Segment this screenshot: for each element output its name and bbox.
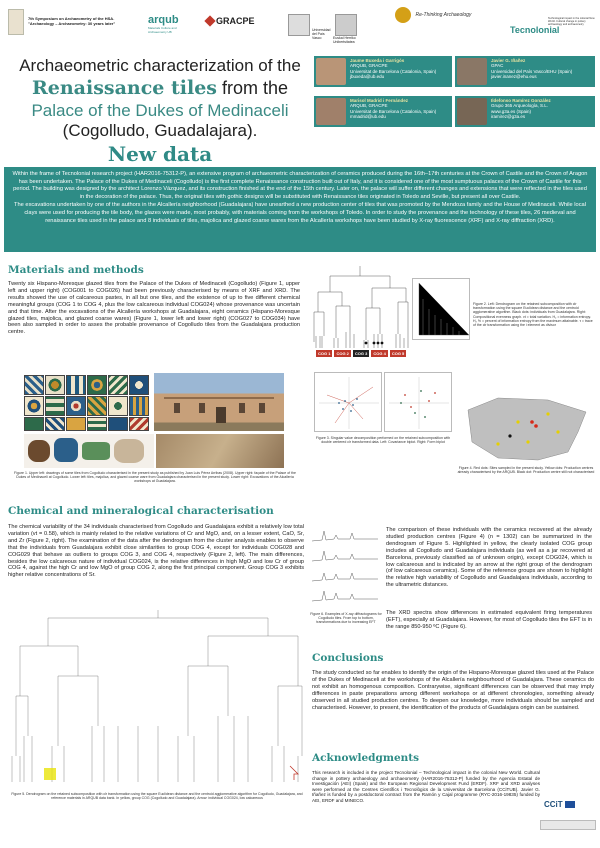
tile-drawing	[66, 375, 86, 395]
author-photo	[457, 98, 487, 125]
author-card	[455, 96, 595, 127]
symposium-text	[28, 16, 138, 26]
palace-facade-photo	[154, 373, 284, 431]
cog-label: COG 1	[318, 351, 331, 356]
author-email: mmadrid@ub.edu	[350, 113, 386, 119]
ehu-name: Euskal Herriko Unibertsitatea	[333, 36, 356, 44]
tile-drawing	[129, 396, 149, 416]
tile-drawing	[66, 417, 86, 431]
acknowledgments-heading: Acknowledgments	[312, 752, 420, 764]
tile-drawing	[108, 417, 128, 431]
chemical-heading: Chemical and mineralogical characterisation	[8, 505, 274, 517]
intro-paragraph: The excavations undertaken by one of the authors in the Alcallería neighborhood (Guadalajara) have unearthed a new production center of tiles that was promoted by the Mendoza family and the House of Medinaceli. While local clays were used for producing the tile body, the glazes were made, most probably, with materials coming from the workshops of Toledo. In order to study the provenance and the technology of these tiles, 26 medieval and renaissance tiles used in the palace and 8 individuals of tiles, majolica and glazed coarse wares from the Alcallería workshops have been studied by X-ray fluorescence (XRF) and X-ray diffraction (XRD).	[14, 202, 586, 224]
rethinking-text: Re-Thinking Archaeology	[415, 11, 472, 18]
title-renaissance: Renaissance tiles	[31, 77, 217, 99]
author-photo	[316, 98, 346, 125]
tecnolonial-wordmark: Tecnolonial	[510, 25, 560, 35]
xrd-text: The XRD spectra show differences in estimated equivalent firing temperatures (EFT), especially at Guadalajara. However, for most of Cogolludo tiles the EFT is in the range 850-950 ºC (Figure 6).	[386, 610, 592, 630]
author-line: Universidad del País Vasco/EHU (Spain)	[491, 68, 573, 74]
tile-drawing	[108, 396, 128, 416]
ehu-logo	[335, 14, 357, 36]
author-email: iramirez@g3a.es	[491, 113, 526, 119]
tile-drawing	[87, 417, 107, 431]
cog-label: COG 5	[391, 351, 405, 356]
eu-flag-icon	[565, 801, 575, 808]
rethinking-logo	[395, 6, 475, 40]
rethinking-icon	[395, 7, 411, 23]
intro-box	[4, 167, 596, 252]
title-line4: (Cogolludo, Guadalajara).	[62, 121, 258, 140]
arqub-logo	[148, 14, 194, 34]
tile-drawing	[87, 396, 107, 416]
methods-heading: Materials and methods	[8, 264, 144, 276]
gracpe-wordmark: GRACPE	[216, 16, 255, 26]
title-line2	[10, 77, 310, 99]
ccit-logo	[544, 800, 575, 809]
author-line: Grupo 365 Arqueología, S.L.	[491, 103, 549, 109]
upv-logo	[288, 14, 310, 36]
author-line: GPAC	[491, 63, 504, 69]
upv-text	[312, 28, 332, 40]
arqub-subtitle: Materials Culture and Archaeometry UB	[148, 26, 177, 34]
author-name: Ildefonso Ramírez González	[491, 98, 551, 103]
tile-drawing	[66, 396, 86, 416]
figure-2-caption: Figure 2. Left: Dendrogram on the retained subcomposition with clr transformation using the square Euclidean distance and the centroid agglomerative algorithm. Black dots: individuals from Guadalajara. Right: Compositional evenness graph. vt = total variation. H₂ = information entropy. H₂ % = percent of information entropy from the maximum attainable. τ = trace of the clr transformation using the i element as divisor	[473, 302, 593, 328]
figure-6-xrd	[310, 527, 380, 613]
title-from-the: from the	[216, 78, 289, 98]
tile-drawing	[45, 375, 65, 395]
tile-drawing	[108, 375, 128, 395]
arrow-icon	[290, 766, 298, 780]
symposium-line2: "Archaeology – Archaeometry: 30 years later"	[28, 21, 116, 26]
tile-drawing	[45, 396, 65, 416]
author-email: jbuxeda@ub.edu	[350, 73, 385, 79]
tile-drawing	[24, 417, 44, 431]
author-email: javier.inanez@ehu.eus	[491, 73, 537, 79]
tile-drawing	[24, 396, 44, 416]
conclusions-heading: Conclusions	[312, 652, 384, 664]
figure-3-biplot-right	[384, 372, 452, 432]
figure-4-caption: Figure 4. Red dots: Sites sampled in the present study. Yellow dots: Production centres already characterised by the ARQUB. Black dot: Production centre still not characterised	[457, 466, 595, 475]
author-card	[314, 96, 452, 127]
iberia-map-svg	[458, 392, 596, 464]
intro-paragraph: Within the frame of Tecnolonial research project (HAR2016-75312-P), an extensive program of archaeometric characterization of ceramics produced during the 16th–17th centuries at the Crown of Castile and the Crown of Aragon has been undertaken. The Palace of the Dukes of Medinaceli (Cogolludo) is the first complete Renaissance construction built out of Italy, and it is considered one of the most sumptuous palaces of the Crown of Castile for this period. The building was designed by the architect Lorenzo Vázquez, and its construction finished at the end of the 15th century. Later on, the palace will suffer different changes and extensions that were reflected in the tiles used in the decoration of the palace. Thus, the original tiles with gothic designs will be substituted with Renaissance tiles originated in Toledo and Seville, but present all over Castile.	[12, 171, 588, 200]
guadalajara-sherds-photo	[24, 434, 154, 468]
cog-label: COG 2	[336, 351, 349, 356]
guadalajara-dots	[365, 342, 384, 345]
tile-drawing	[87, 375, 107, 395]
gracpe-logo	[206, 16, 255, 26]
ccit-wordmark: CCiT	[544, 800, 563, 809]
tile-drawing	[45, 417, 65, 431]
figure-5-caption: Figure 5. Dendrogram on the retained subcomposition with clr transformation using the square Euclidean distance and the centroid agglomerative algorithm for Cogolludo, Guadalajara, and reference materials in ARQUB data bank. In yellow, group COG (Cogolludo and Guadalajara). Arrow: individual COG024, low calcareous	[11, 792, 303, 801]
excavation-photo	[156, 434, 284, 468]
figure-4-map	[458, 392, 596, 464]
tecnolonial-subtitle: Technological impact in the colonial New World. Cultural change in pottery archaeology and archaeometry	[548, 17, 595, 27]
author-card	[314, 56, 452, 87]
tile-drawing	[129, 375, 149, 395]
tile-drawing	[24, 375, 44, 395]
title-new-data: New data	[107, 142, 213, 166]
figure-5-dendrogram	[8, 606, 304, 790]
figure-6-caption: Figure 6. Examples of X-ray diffractograms for Cogolludo tiles. From top to bottom, transformations due to increasing EFT	[310, 612, 382, 625]
figure-3-caption: Figure 3. Singular value decomposition performed on the retained subcomposition with double centered clr transformed data. Left: Covariance biplot. Right: Form biplot	[315, 436, 451, 445]
upv-name: Universidad del País Vasco	[312, 28, 331, 40]
author-line: ARQUB, GRACPE	[350, 103, 388, 109]
cog-label: COG 3	[354, 351, 368, 356]
author-line: Universitat de Barcelona (Catalonia, Spain)	[350, 108, 437, 114]
figure-3-biplot-left	[314, 372, 382, 432]
title-line1: Archaeometric characterization of the	[19, 56, 301, 75]
figure-2-evenness	[412, 278, 470, 340]
ehu-text	[333, 36, 373, 44]
header-bar	[0, 0, 600, 46]
author-photo	[316, 58, 346, 85]
author-card	[455, 56, 595, 87]
author-name: Marisol Madrid i Fernández	[350, 98, 409, 103]
gracpe-icon	[204, 15, 215, 26]
symposium-line1: 7th Symposium on Archaeometry of the HSA.	[28, 16, 115, 21]
cog-group-labels	[316, 350, 408, 357]
figure-1-caption: Figure 1. Upper left: drawings of some tiles from Cogolludo characterised in the present study as published by Juan Luis Pérez Arribas (2008). Upper right: façade of the Palace of the Dukes of Medinaceli at Cogolludo. Lower left: tiles, majolica, and glazed coarse ware from Guadalajara characterised in the present study. Lower right: Excavations of the Alcallería workshops at Guadalajara.	[14, 471, 296, 484]
methods-text: Twenty six Hispano-Moresque glazed tiles from the Palace of the Dukes of Medinaceli (Cogolludo) (Figure 1, upper left and upper right) (COG001 to COG026) had been previously characterised by means of XRF and XRD. The results showed the use of calcareous pastes, in all but one tiles, and the existence of up to five different chemical meaningful groups (COG 1 to COG 4, plus the low calcareous individual COG024) whose provenance was uncertain and that time. After the excavations of the Alcallería workshops at Guadalajara, eight ceramics (Hispano-Moresque glazed tiles, majolica, and glazed coarse wares) (Figure 1, lower left and lower right) (COG027 to COG034) have been also sampled in order to asses the probable provenance of Cogolludo tiles from the Guadalajara production centre.	[8, 281, 300, 336]
cog-label: COG 4	[373, 351, 386, 356]
acknowledgments-text: This research is included in the project Tecnolonial – Technological impact in the colonial New World. Cultural change in pottery archaeology and archaeometry (HAR2016-75312-P) funded by the Agencia Estatal de Investigación (AEI) (Spain) and the European Regional Development Fund (ERDF). XRF and XRD analyses were performed at the Centres Científics i Tecnològics de la Universitat de Barcelona (CCiTUB). Javier G. Iñañez is funded by a postdoctoral contract from the Ramón y Cajal programme (RYC-2016-19835) funded by AEI, ERDF and MINECO.	[312, 770, 540, 803]
author-name: Jaume Buxeda i Garrigós	[350, 58, 405, 63]
author-line: ARQUB, GRACPE	[350, 63, 388, 69]
author-line: www.g3a.es (Spain)	[491, 108, 532, 114]
dendrogram-svg	[310, 262, 410, 360]
author-line: Universitat de Barcelona (Catalonia, Spain)	[350, 68, 437, 74]
arqub-wordmark: arqub	[148, 14, 179, 26]
figure-2-dendrogram	[310, 262, 410, 360]
chemical-text: The chemical variability of the 34 individuals characterised from Cogolludo and Guadalajara exhibit a relatively low total variation (vt = 0.58), which is mainly related to the relative variations of Cr and MgO, and, on a lesser extent, CaO, Sr, and Zr (Figure 2, right). The examination of the data after the dendrogram from the cluster analysis enables to observe that the individuals from Guadalajara exhibit close similarities to group COG 4, except for individuals COG028 and COG029 that behave as outliers to groups COG 3, and COG 4, respectively (Figure 2, left). The main differences, besides the low calcareous nature of individual COG024, is the relative differences in high MgO and low Cr of group COG 4, against the high Cr and low MgO of group COG 2, along the first principal component. Group COG 3 exhibits higher relative concentrations of Sr.	[8, 524, 304, 579]
author-name: Javier G. Iñañez	[491, 58, 526, 63]
title-line3: Palace of the Dukes of Medinaceli	[31, 101, 289, 120]
author-photo	[457, 58, 487, 85]
tile-drawing	[129, 417, 149, 431]
conclusions-text: The study conducted so far enables to identify the origin of the Hispano-Moresque glazed tiles used at the Palace of the Dukes of Medinaceli at the workshops of the Alcallería neighbourhood of Guadalajara. These ceramics do not exhibit an homogenous composition. Contrarywise, significant differences can be observed that may imply differences in paste preparations among different workshops or at different chronologies, something already observed in all studied production centres. To deepen our knowledge, more individuals should be sampled and characterised. However, to present, the identification of the products of Guadalajara origin can be sustained.	[312, 670, 594, 711]
funding-logos	[540, 820, 596, 830]
chemical-text-right: The comparison of these individuals with the ceramics recovered at the already studied production centres (Figure 4) (n = 1302) can be summarized in the dendrogram of Figure 5. Highlighted in yellow, the clearly isolated COG group includes all Cogolludo and Guadalajara individuals (as well as a jar recovered at Barcelona, previously classified as of unknown origin), except COG024, which is low calcareous and is indicated by an arrow at the right group of the dendrogram (of low calcareous ceramics). Some of the reference groups are shown to highlight the relative high variability of Cogolludo and Guadalajara individuals, according to the ultrametric distances.	[386, 527, 592, 589]
symposium-logo	[8, 9, 24, 35]
cog-highlight	[44, 768, 56, 780]
